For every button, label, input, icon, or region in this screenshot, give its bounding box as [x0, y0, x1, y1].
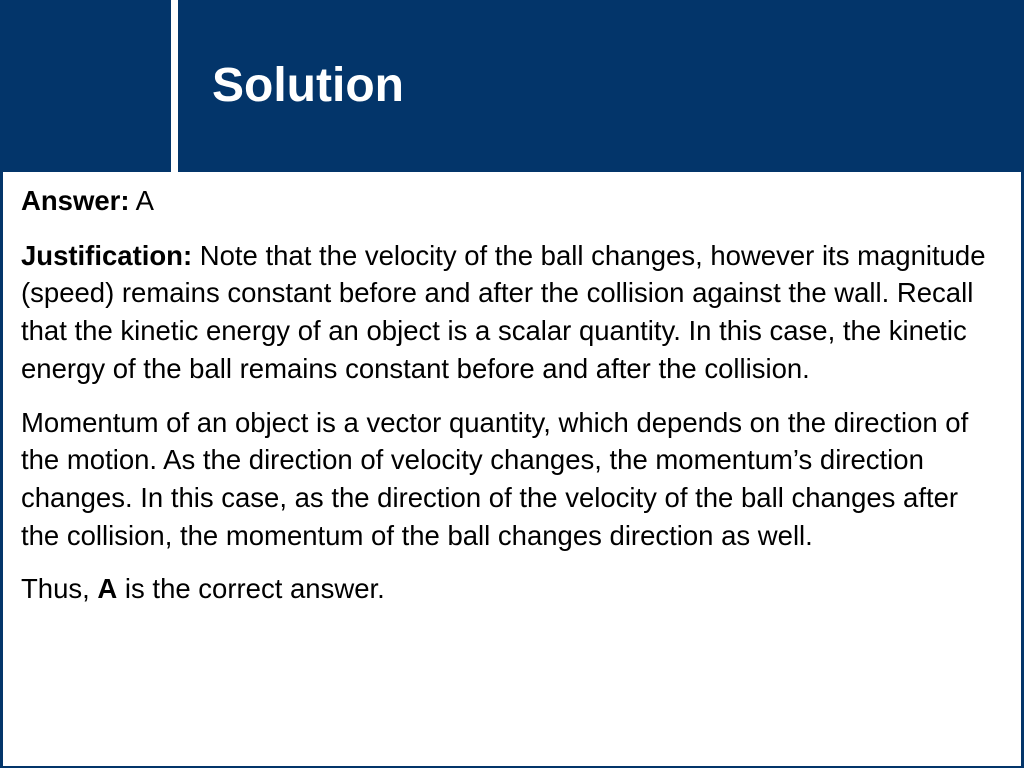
justification-paragraph [21, 237, 1003, 388]
conclusion-suffix: is the correct answer. [117, 573, 385, 605]
momentum-paragraph: Momentum of an object is a vector quantity, which depends on the direction of the motion. As the direction of velocity changes, the momentum’s direction changes. In this case, as the direction of the velocity of the ball changes after the collision, the momentum of the ball changes direction as well. [21, 406, 969, 551]
answer-value: A [129, 185, 154, 216]
conclusion-choice: A [97, 573, 118, 605]
answer-line [21, 182, 1003, 220]
conclusion-line [21, 570, 1003, 608]
justification-label: Justification: [21, 239, 193, 271]
header-divider [171, 0, 178, 172]
justification-text: Note that the velocity of the ball changes, however its magnitude (speed) remains constant before and after the collision against the wall. Recall that the kinetic energy of an object is a scalar quantity. In this case, the kinetic energy of the ball remains constant before and after the collision. [21, 239, 986, 384]
solution-content [3, 172, 1021, 766]
conclusion-prefix: Thus, [21, 573, 98, 605]
answer-label: Answer: [21, 185, 130, 216]
page-title: Solution [212, 59, 404, 112]
header-bar [0, 0, 1024, 172]
